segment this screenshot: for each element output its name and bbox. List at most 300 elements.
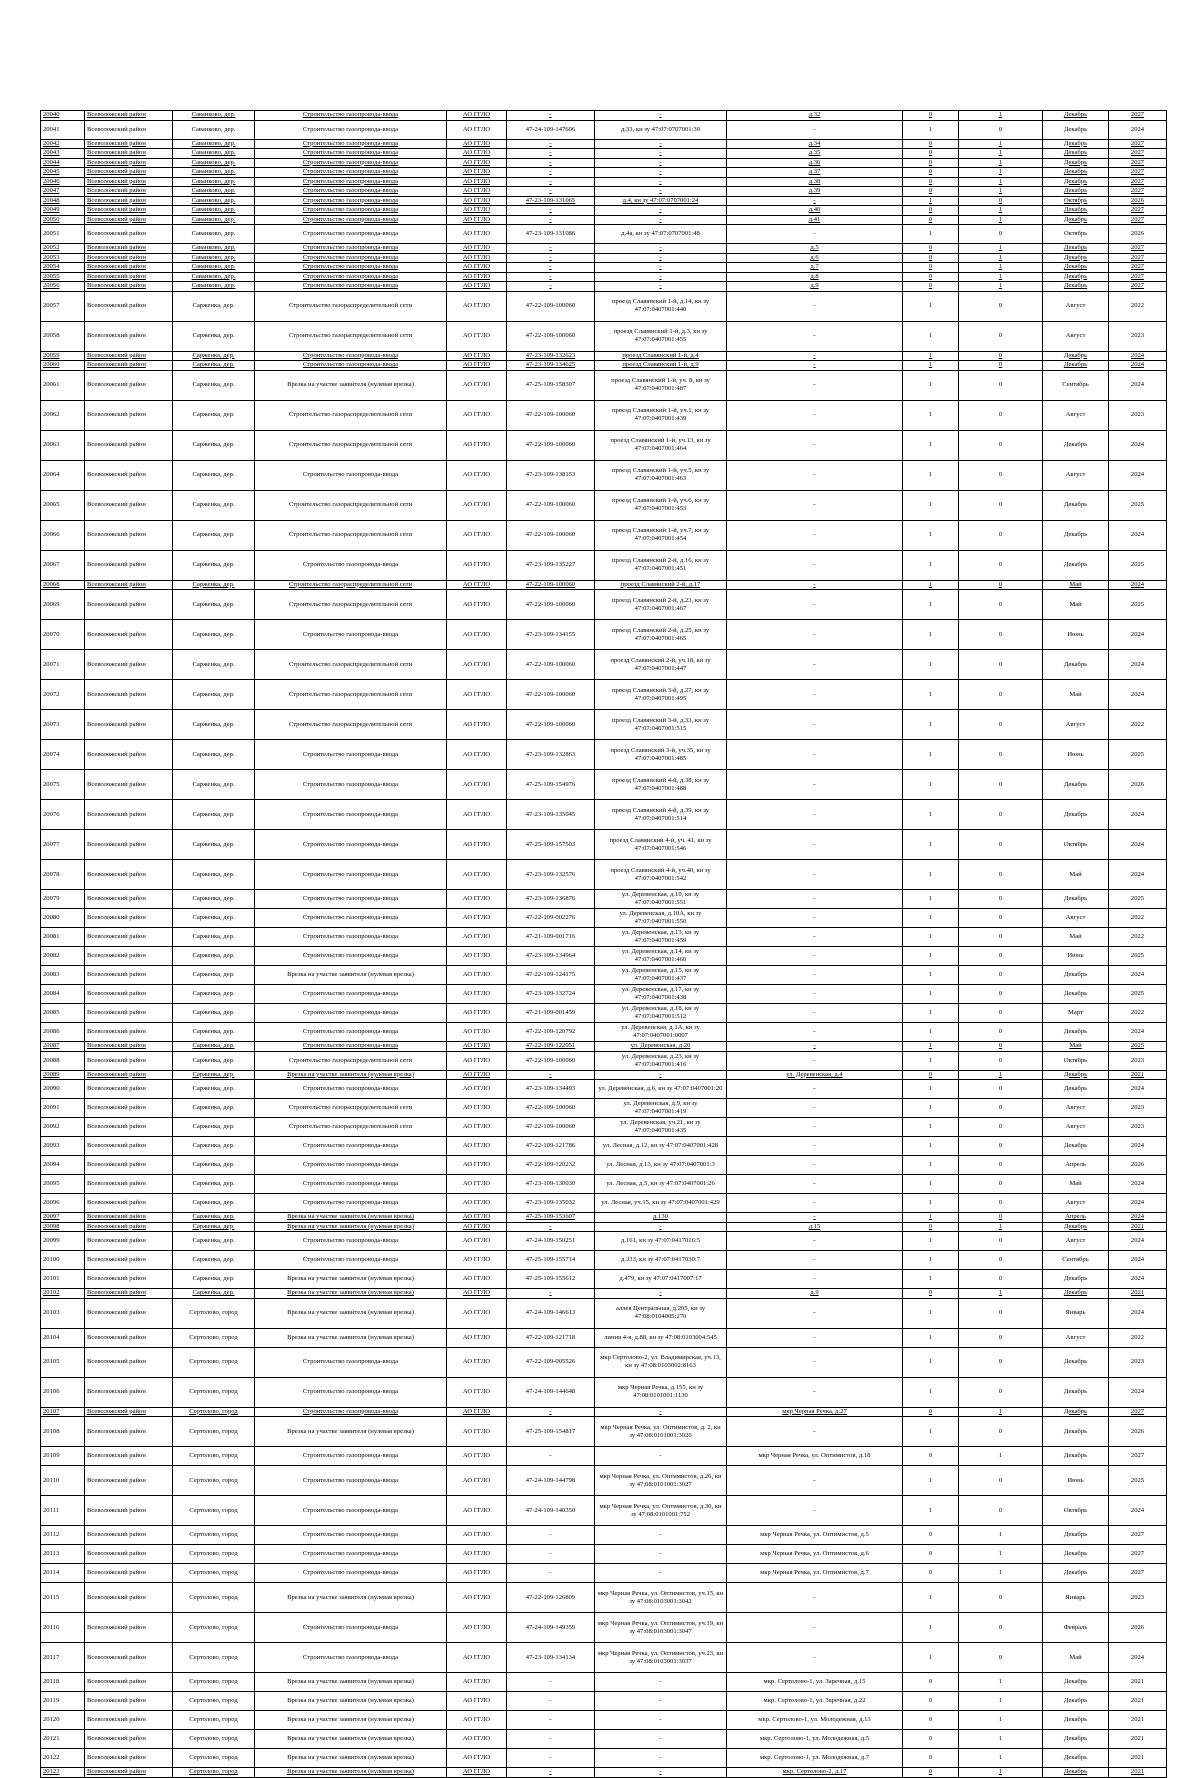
cell-flag-b: 0 bbox=[959, 590, 1043, 620]
cell-id: 20040 bbox=[41, 111, 85, 121]
cell-flag-a: 0 bbox=[903, 158, 959, 168]
cell-tu-number: - bbox=[507, 1407, 595, 1417]
cell-org: АО ГГЛО bbox=[447, 1251, 507, 1270]
cell-district: Всеволожский район bbox=[85, 1251, 173, 1270]
cell-id: 20102 bbox=[41, 1289, 85, 1299]
cell-year: 2024 bbox=[1109, 520, 1167, 550]
cell-id: 20086 bbox=[41, 1023, 85, 1042]
cell-flag-b: 1 bbox=[959, 1730, 1043, 1749]
cell-tu-number: - bbox=[507, 1692, 595, 1711]
cell-flag-b: 0 bbox=[959, 1251, 1043, 1270]
cell-year: 2026 bbox=[1109, 1156, 1167, 1175]
cell-object-address: проезд Славянский 1-й, уч.6, кн зу 47:07:0407001:453 bbox=[595, 490, 727, 520]
cell-year: 2023 bbox=[1109, 1118, 1167, 1137]
cell-org: АО ГГЛО bbox=[447, 985, 507, 1004]
table-row bbox=[41, 370, 1167, 400]
cell-tu-number: 47-23-109-135045 bbox=[507, 800, 595, 830]
cell-tu-number: 47-21-109-001716 bbox=[507, 928, 595, 947]
cell-month: Декабрь bbox=[1043, 1545, 1109, 1564]
cell-flag-b: 0 bbox=[959, 400, 1043, 430]
cell-flag-a: 1 bbox=[903, 1118, 959, 1137]
cell-flag-a: 0 bbox=[903, 1289, 959, 1299]
table-row bbox=[41, 550, 1167, 580]
cell-year: 2024 bbox=[1109, 830, 1167, 860]
cell-flag-a: 1 bbox=[903, 351, 959, 361]
cell-address-planned: д.32 bbox=[727, 111, 903, 121]
cell-id: 20115 bbox=[41, 1583, 85, 1613]
cell-flag-b: 0 bbox=[959, 947, 1043, 966]
cell-work-type: Врезка на участке заявителя (нулевая врезка) bbox=[255, 1417, 447, 1447]
cell-object-address: мкр Черная Речка, ул. Оптимистов, уч.15, кн зу 47:08:0103001:3042 bbox=[595, 1583, 727, 1613]
cell-flag-a: 1 bbox=[903, 490, 959, 520]
table-row bbox=[41, 253, 1167, 263]
cell-flag-b: 1 bbox=[959, 1711, 1043, 1730]
cell-org: АО ГГЛО bbox=[447, 1289, 507, 1299]
cell-object-address: - bbox=[595, 1289, 727, 1299]
cell-work-type: Строительство газопровода-ввода bbox=[255, 225, 447, 244]
cell-tu-number: 47-22-109-100060 bbox=[507, 1099, 595, 1118]
cell-tu-number: 47-23-109-132863 bbox=[507, 740, 595, 770]
cell-month: Сентябрь bbox=[1043, 1251, 1109, 1270]
cell-flag-a: 1 bbox=[903, 1004, 959, 1023]
cell-flag-a: 0 bbox=[903, 139, 959, 149]
cell-address-planned: - bbox=[727, 966, 903, 985]
cell-flag-a: 0 bbox=[903, 111, 959, 121]
table-body bbox=[41, 111, 1167, 1778]
cell-org: АО ГГЛО bbox=[447, 1545, 507, 1564]
cell-org: АО ГГЛО bbox=[447, 1156, 507, 1175]
cell-org: АО ГГЛО bbox=[447, 1051, 507, 1070]
cell-year: 2021 bbox=[1109, 1730, 1167, 1749]
cell-org: АО ГГЛО bbox=[447, 215, 507, 225]
cell-tu-number: 47-25-109-155714 bbox=[507, 1251, 595, 1270]
table-row bbox=[41, 1692, 1167, 1711]
cell-id: 20111 bbox=[41, 1496, 85, 1526]
cell-year: 2025 bbox=[1109, 590, 1167, 620]
cell-month: Декабрь bbox=[1043, 800, 1109, 830]
cell-address-planned: - bbox=[727, 370, 903, 400]
cell-flag-a: 1 bbox=[903, 1613, 959, 1643]
cell-id: 20103 bbox=[41, 1298, 85, 1328]
cell-address-planned: мкр Черная Речка, ул. Оптимистов, д.5 bbox=[727, 1526, 903, 1545]
cell-work-type: Строительство газопровода-ввода bbox=[255, 282, 447, 292]
table-row bbox=[41, 460, 1167, 490]
cell-work-type: Строительство газопровода-ввода bbox=[255, 830, 447, 860]
cell-work-type: Строительство газопровода-ввода bbox=[255, 272, 447, 282]
cell-district: Всеволожский район bbox=[85, 966, 173, 985]
cell-flag-a: 1 bbox=[903, 1023, 959, 1042]
table-row bbox=[41, 947, 1167, 966]
cell-month: Декабрь bbox=[1043, 520, 1109, 550]
cell-tu-number: 47-22-109-100060 bbox=[507, 490, 595, 520]
table-row bbox=[41, 400, 1167, 430]
cell-flag-b: 0 bbox=[959, 520, 1043, 550]
cell-address-planned: д.8 bbox=[727, 272, 903, 282]
cell-month: Май bbox=[1043, 1175, 1109, 1194]
cell-object-address: - bbox=[595, 1749, 727, 1768]
cell-work-type: Врезка на участке заявителя (нулевая врезка) bbox=[255, 1222, 447, 1232]
cell-month: Июнь bbox=[1043, 1466, 1109, 1496]
cell-flag-b: 0 bbox=[959, 650, 1043, 680]
cell-tu-number: - bbox=[507, 1673, 595, 1692]
cell-work-type: Строительство газопровода-ввода bbox=[255, 215, 447, 225]
cell-work-type: Строительство газопровода-ввода bbox=[255, 1080, 447, 1099]
cell-work-type: Врезка на участке заявителя (нулевая врезка) bbox=[255, 1673, 447, 1692]
cell-object-address: - bbox=[595, 1768, 727, 1778]
cell-locality: Саванково, дер. bbox=[173, 244, 255, 254]
cell-org: АО ГГЛО bbox=[447, 1194, 507, 1213]
cell-flag-a: 0 bbox=[903, 1749, 959, 1768]
cell-locality: Саванково, дер. bbox=[173, 149, 255, 159]
cell-flag-a: 1 bbox=[903, 590, 959, 620]
cell-tu-number: - bbox=[507, 215, 595, 225]
cell-id: 20109 bbox=[41, 1447, 85, 1466]
cell-locality: Сарженка, дер. bbox=[173, 1099, 255, 1118]
table-row bbox=[41, 1194, 1167, 1213]
cell-month: Декабрь bbox=[1043, 158, 1109, 168]
cell-flag-a: 0 bbox=[903, 1768, 959, 1778]
cell-id: 20074 bbox=[41, 740, 85, 770]
cell-year: 2021 bbox=[1109, 1070, 1167, 1080]
cell-tu-number: - bbox=[507, 187, 595, 197]
cell-flag-a: 1 bbox=[903, 800, 959, 830]
cell-address-planned: - bbox=[727, 1118, 903, 1137]
table-row bbox=[41, 149, 1167, 159]
cell-locality: Сертолово, город bbox=[173, 1328, 255, 1347]
cell-id: 20070 bbox=[41, 620, 85, 650]
cell-flag-a: 1 bbox=[903, 1156, 959, 1175]
cell-org: АО ГГЛО bbox=[447, 1583, 507, 1613]
table-row bbox=[41, 1118, 1167, 1137]
cell-address-planned: - bbox=[727, 710, 903, 740]
cell-tu-number: 47-24-109-146613 bbox=[507, 1298, 595, 1328]
cell-id: 20110 bbox=[41, 1466, 85, 1496]
cell-address-planned: - bbox=[727, 1496, 903, 1526]
cell-year: 2022 bbox=[1109, 928, 1167, 947]
cell-year: 2027 bbox=[1109, 177, 1167, 187]
table-row bbox=[41, 111, 1167, 121]
cell-tu-number: 47-23-109-131065 bbox=[507, 196, 595, 206]
cell-year: 2024 bbox=[1109, 1080, 1167, 1099]
cell-district: Всеволожский район bbox=[85, 206, 173, 216]
cell-org: АО ГГЛО bbox=[447, 680, 507, 710]
cell-org: АО ГГЛО bbox=[447, 1407, 507, 1417]
cell-flag-a: 0 bbox=[903, 263, 959, 273]
cell-address-planned: - bbox=[727, 1347, 903, 1377]
cell-object-address: - bbox=[595, 1526, 727, 1545]
cell-district: Всеволожский район bbox=[85, 139, 173, 149]
cell-district: Всеволожский район bbox=[85, 1042, 173, 1052]
cell-org: АО ГГЛО bbox=[447, 361, 507, 371]
cell-work-type: Строительство газопровода-ввода bbox=[255, 1564, 447, 1583]
cell-year: 2027 bbox=[1109, 244, 1167, 254]
cell-object-address: - bbox=[595, 206, 727, 216]
cell-flag-a: 1 bbox=[903, 120, 959, 139]
cell-district: Всеволожский район bbox=[85, 430, 173, 460]
cell-org: АО ГГЛО bbox=[447, 590, 507, 620]
cell-locality: Сарженка, дер. bbox=[173, 351, 255, 361]
cell-flag-b: 0 bbox=[959, 1417, 1043, 1447]
cell-address-planned: - bbox=[727, 490, 903, 520]
cell-work-type: Строительство газораспределительной сети bbox=[255, 1051, 447, 1070]
cell-org: АО ГГЛО bbox=[447, 1042, 507, 1052]
cell-flag-b: 1 bbox=[959, 1749, 1043, 1768]
cell-id: 20041 bbox=[41, 120, 85, 139]
cell-work-type: Строительство газопровода-ввода bbox=[255, 244, 447, 254]
cell-address-planned: ул. Деревенская, д.4 bbox=[727, 1070, 903, 1080]
cell-flag-a: 0 bbox=[903, 149, 959, 159]
cell-work-type: Строительство газопровода-ввода bbox=[255, 1004, 447, 1023]
cell-flag-b: 1 bbox=[959, 1526, 1043, 1545]
cell-locality: Сертолово, город bbox=[173, 1749, 255, 1768]
cell-month: Март bbox=[1043, 1004, 1109, 1023]
cell-district: Всеволожский район bbox=[85, 590, 173, 620]
cell-id: 20082 bbox=[41, 947, 85, 966]
cell-address-planned: - bbox=[727, 1417, 903, 1447]
table-row bbox=[41, 1377, 1167, 1407]
cell-year: 2024 bbox=[1109, 1023, 1167, 1042]
cell-district: Всеволожский район bbox=[85, 740, 173, 770]
cell-work-type: Врезка на участке заявителя (нулевая врезка) bbox=[255, 966, 447, 985]
cell-flag-a: 0 bbox=[903, 253, 959, 263]
cell-locality: Саванково, дер. bbox=[173, 187, 255, 197]
cell-org: АО ГГЛО bbox=[447, 1377, 507, 1407]
cell-tu-number: 47-22-109-120232 bbox=[507, 1156, 595, 1175]
cell-month: Декабрь bbox=[1043, 177, 1109, 187]
cell-object-address: д.4, кн зу 47:07:0707001:24 bbox=[595, 196, 727, 206]
cell-district: Всеволожский район bbox=[85, 1213, 173, 1223]
cell-address-planned: - bbox=[727, 1298, 903, 1328]
cell-month: Декабрь bbox=[1043, 206, 1109, 216]
cell-object-address: ул. Деревенская, д.13, кн зу 47:07:0407001:459 bbox=[595, 928, 727, 947]
cell-object-address: проезд Славянский 4-й, д.39, кн зу 47:07:0407001:514 bbox=[595, 800, 727, 830]
cell-org: АО ГГЛО bbox=[447, 1730, 507, 1749]
cell-year: 2024 bbox=[1109, 620, 1167, 650]
cell-tu-number: 47-23-109-135032 bbox=[507, 1194, 595, 1213]
cell-month: Декабрь bbox=[1043, 1749, 1109, 1768]
cell-district: Всеволожский район bbox=[85, 158, 173, 168]
cell-year: 2021 bbox=[1109, 1711, 1167, 1730]
cell-district: Всеволожский район bbox=[85, 1099, 173, 1118]
cell-object-address: проезд Славянский 2-й, д.25, кн зу 47:07:0407001:465 bbox=[595, 620, 727, 650]
cell-id: 20089 bbox=[41, 1070, 85, 1080]
cell-district: Всеволожский район bbox=[85, 620, 173, 650]
cell-district: Всеволожский район bbox=[85, 1080, 173, 1099]
cell-flag-b: 0 bbox=[959, 928, 1043, 947]
cell-tu-number: 47-25-109-155612 bbox=[507, 1270, 595, 1289]
cell-org: АО ГГЛО bbox=[447, 168, 507, 178]
cell-org: АО ГГЛО bbox=[447, 149, 507, 159]
table-row bbox=[41, 1004, 1167, 1023]
cell-tu-number: 47-24-109-144648 bbox=[507, 1377, 595, 1407]
cell-year: 2025 bbox=[1109, 740, 1167, 770]
cell-tu-number: - bbox=[507, 149, 595, 159]
cell-flag-a: 0 bbox=[903, 1447, 959, 1466]
cell-flag-a: 1 bbox=[903, 620, 959, 650]
cell-flag-b: 0 bbox=[959, 291, 1043, 321]
table-row bbox=[41, 1023, 1167, 1042]
cell-address-planned: - bbox=[727, 520, 903, 550]
cell-org: АО ГГЛО bbox=[447, 187, 507, 197]
cell-id: 20098 bbox=[41, 1222, 85, 1232]
cell-address-planned: мкр. Сертолово-1, ул. Молодежная, д.7 bbox=[727, 1749, 903, 1768]
cell-flag-b: 0 bbox=[959, 550, 1043, 580]
cell-work-type: Строительство газопровода-ввода bbox=[255, 860, 447, 890]
cell-object-address: аллея Центральная, д.205, кн зу 47:08:0104005:270 bbox=[595, 1298, 727, 1328]
cell-id: 20090 bbox=[41, 1080, 85, 1099]
cell-object-address: - bbox=[595, 215, 727, 225]
table-row bbox=[41, 1070, 1167, 1080]
cell-year: 2021 bbox=[1109, 1222, 1167, 1232]
cell-year: 2025 bbox=[1109, 890, 1167, 909]
cell-tu-number: - bbox=[507, 1526, 595, 1545]
cell-work-type: Строительство газопровода-ввода bbox=[255, 158, 447, 168]
cell-object-address: д.33, кн зу 47:07:0707001:30 bbox=[595, 120, 727, 139]
cell-address-planned: - bbox=[727, 620, 903, 650]
cell-district: Всеволожский район bbox=[85, 1730, 173, 1749]
cell-org: АО ГГЛО bbox=[447, 225, 507, 244]
cell-flag-b: 1 bbox=[959, 215, 1043, 225]
cell-work-type: Строительство газопровода-ввода bbox=[255, 770, 447, 800]
cell-tu-number: 47-22-109-100060 bbox=[507, 580, 595, 590]
cell-work-type: Строительство газопровода-ввода bbox=[255, 263, 447, 273]
cell-district: Всеволожский район bbox=[85, 928, 173, 947]
cell-address-planned: - bbox=[727, 1023, 903, 1042]
cell-locality: Саванково, дер. bbox=[173, 158, 255, 168]
cell-org: АО ГГЛО bbox=[447, 550, 507, 580]
table-row bbox=[41, 860, 1167, 890]
cell-year: 2024 bbox=[1109, 1213, 1167, 1223]
cell-flag-b: 0 bbox=[959, 225, 1043, 244]
cell-work-type: Строительство газопровода-ввода bbox=[255, 909, 447, 928]
cell-month: Декабрь bbox=[1043, 1673, 1109, 1692]
cell-month: Октябрь bbox=[1043, 830, 1109, 860]
table-row bbox=[41, 1407, 1167, 1417]
table-row bbox=[41, 1526, 1167, 1545]
cell-work-type: Строительство газораспределительной сети bbox=[255, 520, 447, 550]
cell-work-type: Строительство газопровода-ввода bbox=[255, 253, 447, 263]
cell-flag-a: 1 bbox=[903, 928, 959, 947]
cell-locality: Сарженка, дер. bbox=[173, 1023, 255, 1042]
cell-org: АО ГГЛО bbox=[447, 800, 507, 830]
cell-month: Декабрь bbox=[1043, 149, 1109, 159]
table-row bbox=[41, 1564, 1167, 1583]
cell-tu-number: 47-22-109-100060 bbox=[507, 680, 595, 710]
cell-district: Всеволожский район bbox=[85, 370, 173, 400]
cell-object-address: мкр Черная Речка, ул. Оптимистов, д. 2, кн зу 47:08:0101001:3026 bbox=[595, 1417, 727, 1447]
cell-id: 20093 bbox=[41, 1137, 85, 1156]
cell-address-planned: - bbox=[727, 1643, 903, 1673]
table-row bbox=[41, 158, 1167, 168]
cell-locality: Саванково, дер. bbox=[173, 196, 255, 206]
cell-year: 2027 bbox=[1109, 168, 1167, 178]
cell-id: 20047 bbox=[41, 187, 85, 197]
cell-work-type: Строительство газопровода-ввода bbox=[255, 1137, 447, 1156]
cell-flag-a: 1 bbox=[903, 1496, 959, 1526]
cell-year: 2027 bbox=[1109, 158, 1167, 168]
table-row bbox=[41, 263, 1167, 273]
cell-id: 20062 bbox=[41, 400, 85, 430]
cell-tu-number: - bbox=[507, 1768, 595, 1778]
cell-locality: Саванково, дер. bbox=[173, 111, 255, 121]
cell-work-type: Врезка на участке заявителя (нулевая врезка) bbox=[255, 1768, 447, 1778]
cell-locality: Саванково, дер. bbox=[173, 263, 255, 273]
cell-work-type: Строительство газопровода-ввода bbox=[255, 1496, 447, 1526]
cell-org: АО ГГЛО bbox=[447, 520, 507, 550]
table-row bbox=[41, 291, 1167, 321]
cell-address-planned: - bbox=[727, 1080, 903, 1099]
cell-flag-b: 0 bbox=[959, 1194, 1043, 1213]
cell-flag-b: 0 bbox=[959, 800, 1043, 830]
cell-district: Всеволожский район bbox=[85, 830, 173, 860]
cell-id: 20120 bbox=[41, 1711, 85, 1730]
cell-work-type: Строительство газопровода-ввода bbox=[255, 149, 447, 159]
cell-district: Всеволожский район bbox=[85, 120, 173, 139]
cell-flag-a: 1 bbox=[903, 1042, 959, 1052]
cell-object-address: линия 4-я, д.88, кн зу 47:08:0103004:545 bbox=[595, 1328, 727, 1347]
cell-district: Всеволожский район bbox=[85, 282, 173, 292]
cell-work-type: Строительство газораспределительной сети bbox=[255, 680, 447, 710]
cell-year: 2026 bbox=[1109, 1613, 1167, 1643]
cell-year: 2024 bbox=[1109, 361, 1167, 371]
cell-year: 2024 bbox=[1109, 650, 1167, 680]
cell-locality: Сарженка, дер. bbox=[173, 590, 255, 620]
table-row bbox=[41, 1583, 1167, 1613]
cell-id: 20095 bbox=[41, 1175, 85, 1194]
cell-flag-b: 0 bbox=[959, 1347, 1043, 1377]
cell-id: 20085 bbox=[41, 1004, 85, 1023]
cell-district: Всеволожский район bbox=[85, 215, 173, 225]
cell-flag-b: 1 bbox=[959, 139, 1043, 149]
cell-work-type: Строительство газопровода-ввода bbox=[255, 1613, 447, 1643]
cell-flag-a: 1 bbox=[903, 1213, 959, 1223]
cell-flag-a: 1 bbox=[903, 909, 959, 928]
cell-object-address: ул. Деревенская, д.17, кн зу 47:07:0407001:438 bbox=[595, 985, 727, 1004]
cell-object-address: - bbox=[595, 263, 727, 273]
cell-id: 20096 bbox=[41, 1194, 85, 1213]
cell-id: 20053 bbox=[41, 253, 85, 263]
cell-work-type: Врезка на участке заявителя (нулевая врезка) bbox=[255, 1270, 447, 1289]
cell-id: 20119 bbox=[41, 1692, 85, 1711]
cell-id: 20042 bbox=[41, 139, 85, 149]
cell-flag-a: 0 bbox=[903, 1730, 959, 1749]
cell-id: 20076 bbox=[41, 800, 85, 830]
cell-flag-a: 1 bbox=[903, 966, 959, 985]
cell-object-address: проезд Славянский 1-й, д.4 bbox=[595, 351, 727, 361]
cell-locality: Саванково, дер. bbox=[173, 272, 255, 282]
cell-locality: Сарженка, дер. bbox=[173, 890, 255, 909]
cell-month: Декабрь bbox=[1043, 351, 1109, 361]
cell-tu-number: 47-22-109-100060 bbox=[507, 291, 595, 321]
table-row bbox=[41, 120, 1167, 139]
cell-district: Всеволожский район bbox=[85, 680, 173, 710]
cell-district: Всеволожский район bbox=[85, 1270, 173, 1289]
cell-month: Май bbox=[1043, 860, 1109, 890]
cell-flag-a: 1 bbox=[903, 1466, 959, 1496]
cell-address-planned: д.40 bbox=[727, 206, 903, 216]
cell-org: АО ГГЛО bbox=[447, 966, 507, 985]
cell-address-planned: д.6 bbox=[727, 253, 903, 263]
cell-tu-number: 47-23-109-130030 bbox=[507, 1175, 595, 1194]
cell-object-address: д.161, кн зу 47:07:0417016:5 bbox=[595, 1232, 727, 1251]
cell-id: 20100 bbox=[41, 1251, 85, 1270]
cell-org: АО ГГЛО bbox=[447, 830, 507, 860]
cell-district: Всеволожский район bbox=[85, 1051, 173, 1070]
cell-month: Декабрь bbox=[1043, 1730, 1109, 1749]
cell-work-type: Строительство газораспределительной сети bbox=[255, 430, 447, 460]
cell-tu-number: 47-25-109-154817 bbox=[507, 1417, 595, 1447]
cell-org: АО ГГЛО bbox=[447, 1466, 507, 1496]
